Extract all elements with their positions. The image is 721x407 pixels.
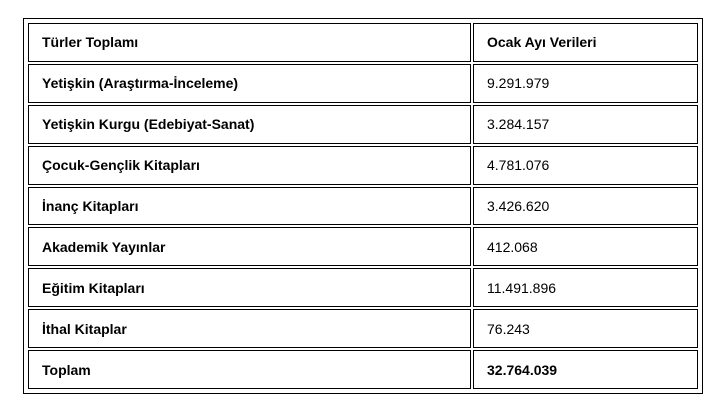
total-label-cell: Toplam [28,350,471,389]
header-value-cell: Ocak Ayı Verileri [473,23,698,62]
row-value-cell: 76.243 [473,309,698,348]
total-value-cell: 32.764.039 [473,350,698,389]
row-value-cell: 4.781.076 [473,146,698,185]
data-table-container [23,18,703,394]
row-type-cell: İnanç Kitapları [28,187,471,226]
row-type-cell: Akademik Yayınlar [28,227,471,266]
table-row [28,105,698,144]
table-row [28,268,698,307]
table-row [28,187,698,226]
table-total-row [28,350,698,389]
table-row [28,146,698,185]
table-row [28,227,698,266]
book-genre-table [26,21,700,391]
table-row [28,64,698,103]
row-value-cell: 3.284.157 [473,105,698,144]
row-type-cell: Çocuk-Gençlik Kitapları [28,146,471,185]
row-type-cell: Yetişkin (Araştırma-İnceleme) [28,64,471,103]
header-type-cell: Türler Toplamı [28,23,471,62]
row-type-cell: Yetişkin Kurgu (Edebiyat-Sanat) [28,105,471,144]
row-value-cell: 3.426.620 [473,187,698,226]
row-value-cell: 412.068 [473,227,698,266]
row-value-cell: 9.291.979 [473,64,698,103]
row-type-cell: İthal Kitaplar [28,309,471,348]
table-row [28,309,698,348]
row-type-cell: Eğitim Kitapları [28,268,471,307]
row-value-cell: 11.491.896 [473,268,698,307]
table-header-row [28,23,698,62]
